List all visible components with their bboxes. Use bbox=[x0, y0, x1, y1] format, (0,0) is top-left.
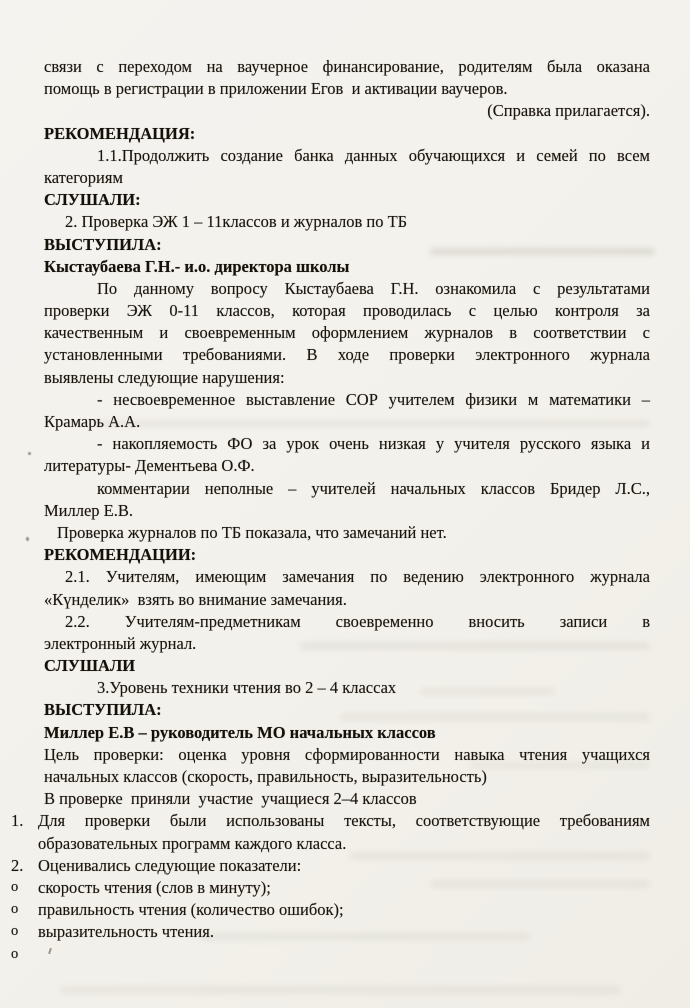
agenda-item: 3.Уровень техники чтения во 2 – 4 классах bbox=[97, 678, 397, 698]
list-number: 2. bbox=[11, 855, 24, 875]
text-line: По данному вопросу Кыстаубаева Г.Н. ознакомила с результатами bbox=[97, 278, 650, 298]
circle-bullet-icon: o bbox=[11, 945, 19, 962]
scan-artifact bbox=[60, 986, 620, 994]
section-heading: СЛУШАЛИ bbox=[44, 656, 136, 676]
text-line: качественным и своевременным оформлением журналов в соответствии с bbox=[44, 323, 650, 343]
text-line: установленными требованиями. В ходе проверки электронного журнала bbox=[44, 345, 650, 365]
text-line: комментарии неполные – учителей начальных классов Бридер Л.С., bbox=[97, 478, 650, 498]
list-number bbox=[11, 833, 38, 855]
text-line: - накопляемость ФО за урок очень низкая у учителя русского языка и bbox=[97, 434, 650, 454]
text-line: категориям bbox=[44, 167, 123, 187]
text-line: помощь в регистрации в приложении Егов и активации ваучеров. bbox=[44, 79, 508, 99]
scan-speck bbox=[26, 537, 29, 541]
text-line: электронный журнал. bbox=[44, 633, 197, 653]
text-line: 2.2. Учителям-предметникам своевременно вносить записи в bbox=[65, 611, 650, 631]
bullet-list-item bbox=[11, 944, 650, 966]
circle-bullet-icon: o bbox=[11, 923, 19, 940]
scan-speck bbox=[28, 452, 31, 455]
text-line: проверки ЭЖ 0-11 классов, которая проводилась с целью контроля за bbox=[44, 301, 650, 321]
section-heading: РЕКОМЕНДАЦИИ: bbox=[44, 545, 197, 565]
text-line: 2.1. Учителям, имеющим замечания по ведению электронного журнала bbox=[65, 567, 650, 587]
circle-bullet-icon: o bbox=[11, 878, 19, 895]
text-line: Проверка журналов по ТБ показала, что замечаний нет. bbox=[57, 522, 447, 542]
list-number: 1. bbox=[11, 811, 24, 831]
numbered-list-item: 2. Оценивались следующие показатели: bbox=[11, 855, 650, 877]
bullet-list-item: o выразительность чтения. bbox=[11, 921, 650, 943]
text-line: Миллер Е.В. bbox=[44, 500, 134, 520]
text-line: Цель проверки: оценка уровня сформированности навыка чтения учащихся bbox=[44, 744, 650, 764]
section-heading: СЛУШАЛИ: bbox=[44, 190, 141, 210]
numbered-list-item: 1. Для проверки были использованы тексты, соответствующие требованиям bbox=[11, 810, 650, 832]
circle-bullet-icon: o bbox=[11, 901, 19, 918]
text-line: «Күнделик» взять во внимание замечания. bbox=[44, 589, 347, 609]
numbered-list-item: образовательных программ каждого класса. bbox=[11, 833, 650, 855]
text-line: В проверке приняли участие учащиеся 2–4 классов bbox=[44, 789, 417, 809]
text-line: - несвоевременное выставление СОР учителем физики м математики – bbox=[97, 389, 650, 409]
text-line: выявлены следующие нарушения: bbox=[44, 367, 285, 387]
text-line: начальных классов (скорость, правильность, выразительность) bbox=[44, 767, 487, 786]
document-text bbox=[11, 56, 650, 966]
section-heading: ВЫСТУПИЛА: bbox=[44, 234, 162, 254]
section-heading: ВЫСТУПИЛА: bbox=[44, 700, 162, 720]
text-line: литературы- Дементьева О.Ф. bbox=[44, 456, 255, 476]
speaker-name: Кыстаубаева Г.Н.- и.о. директора школы bbox=[44, 256, 350, 276]
text-line: 1.1.Продолжить создание банка данных обучающихся и семей по всем bbox=[97, 145, 650, 165]
bullet-list-item: o правильность чтения (количество ошибок); bbox=[11, 899, 650, 921]
agenda-item: 2. Проверка ЭЖ 1 – 11классов и журналов по ТБ bbox=[65, 212, 408, 232]
text-line: связи с переходом на ваучерное финансирование, родителям была оказана bbox=[44, 57, 650, 76]
bullet-list-item: o скорость чтения (слов в минуту); bbox=[11, 877, 650, 899]
attachment-note: (Справка прилагается). bbox=[487, 101, 650, 121]
speaker-name: Миллер Е.В – руководитель МО начальных классов bbox=[44, 722, 436, 742]
section-heading: РЕКОМЕНДАЦИЯ: bbox=[44, 123, 196, 143]
text-line: Крамарь А.А. bbox=[44, 412, 141, 431]
